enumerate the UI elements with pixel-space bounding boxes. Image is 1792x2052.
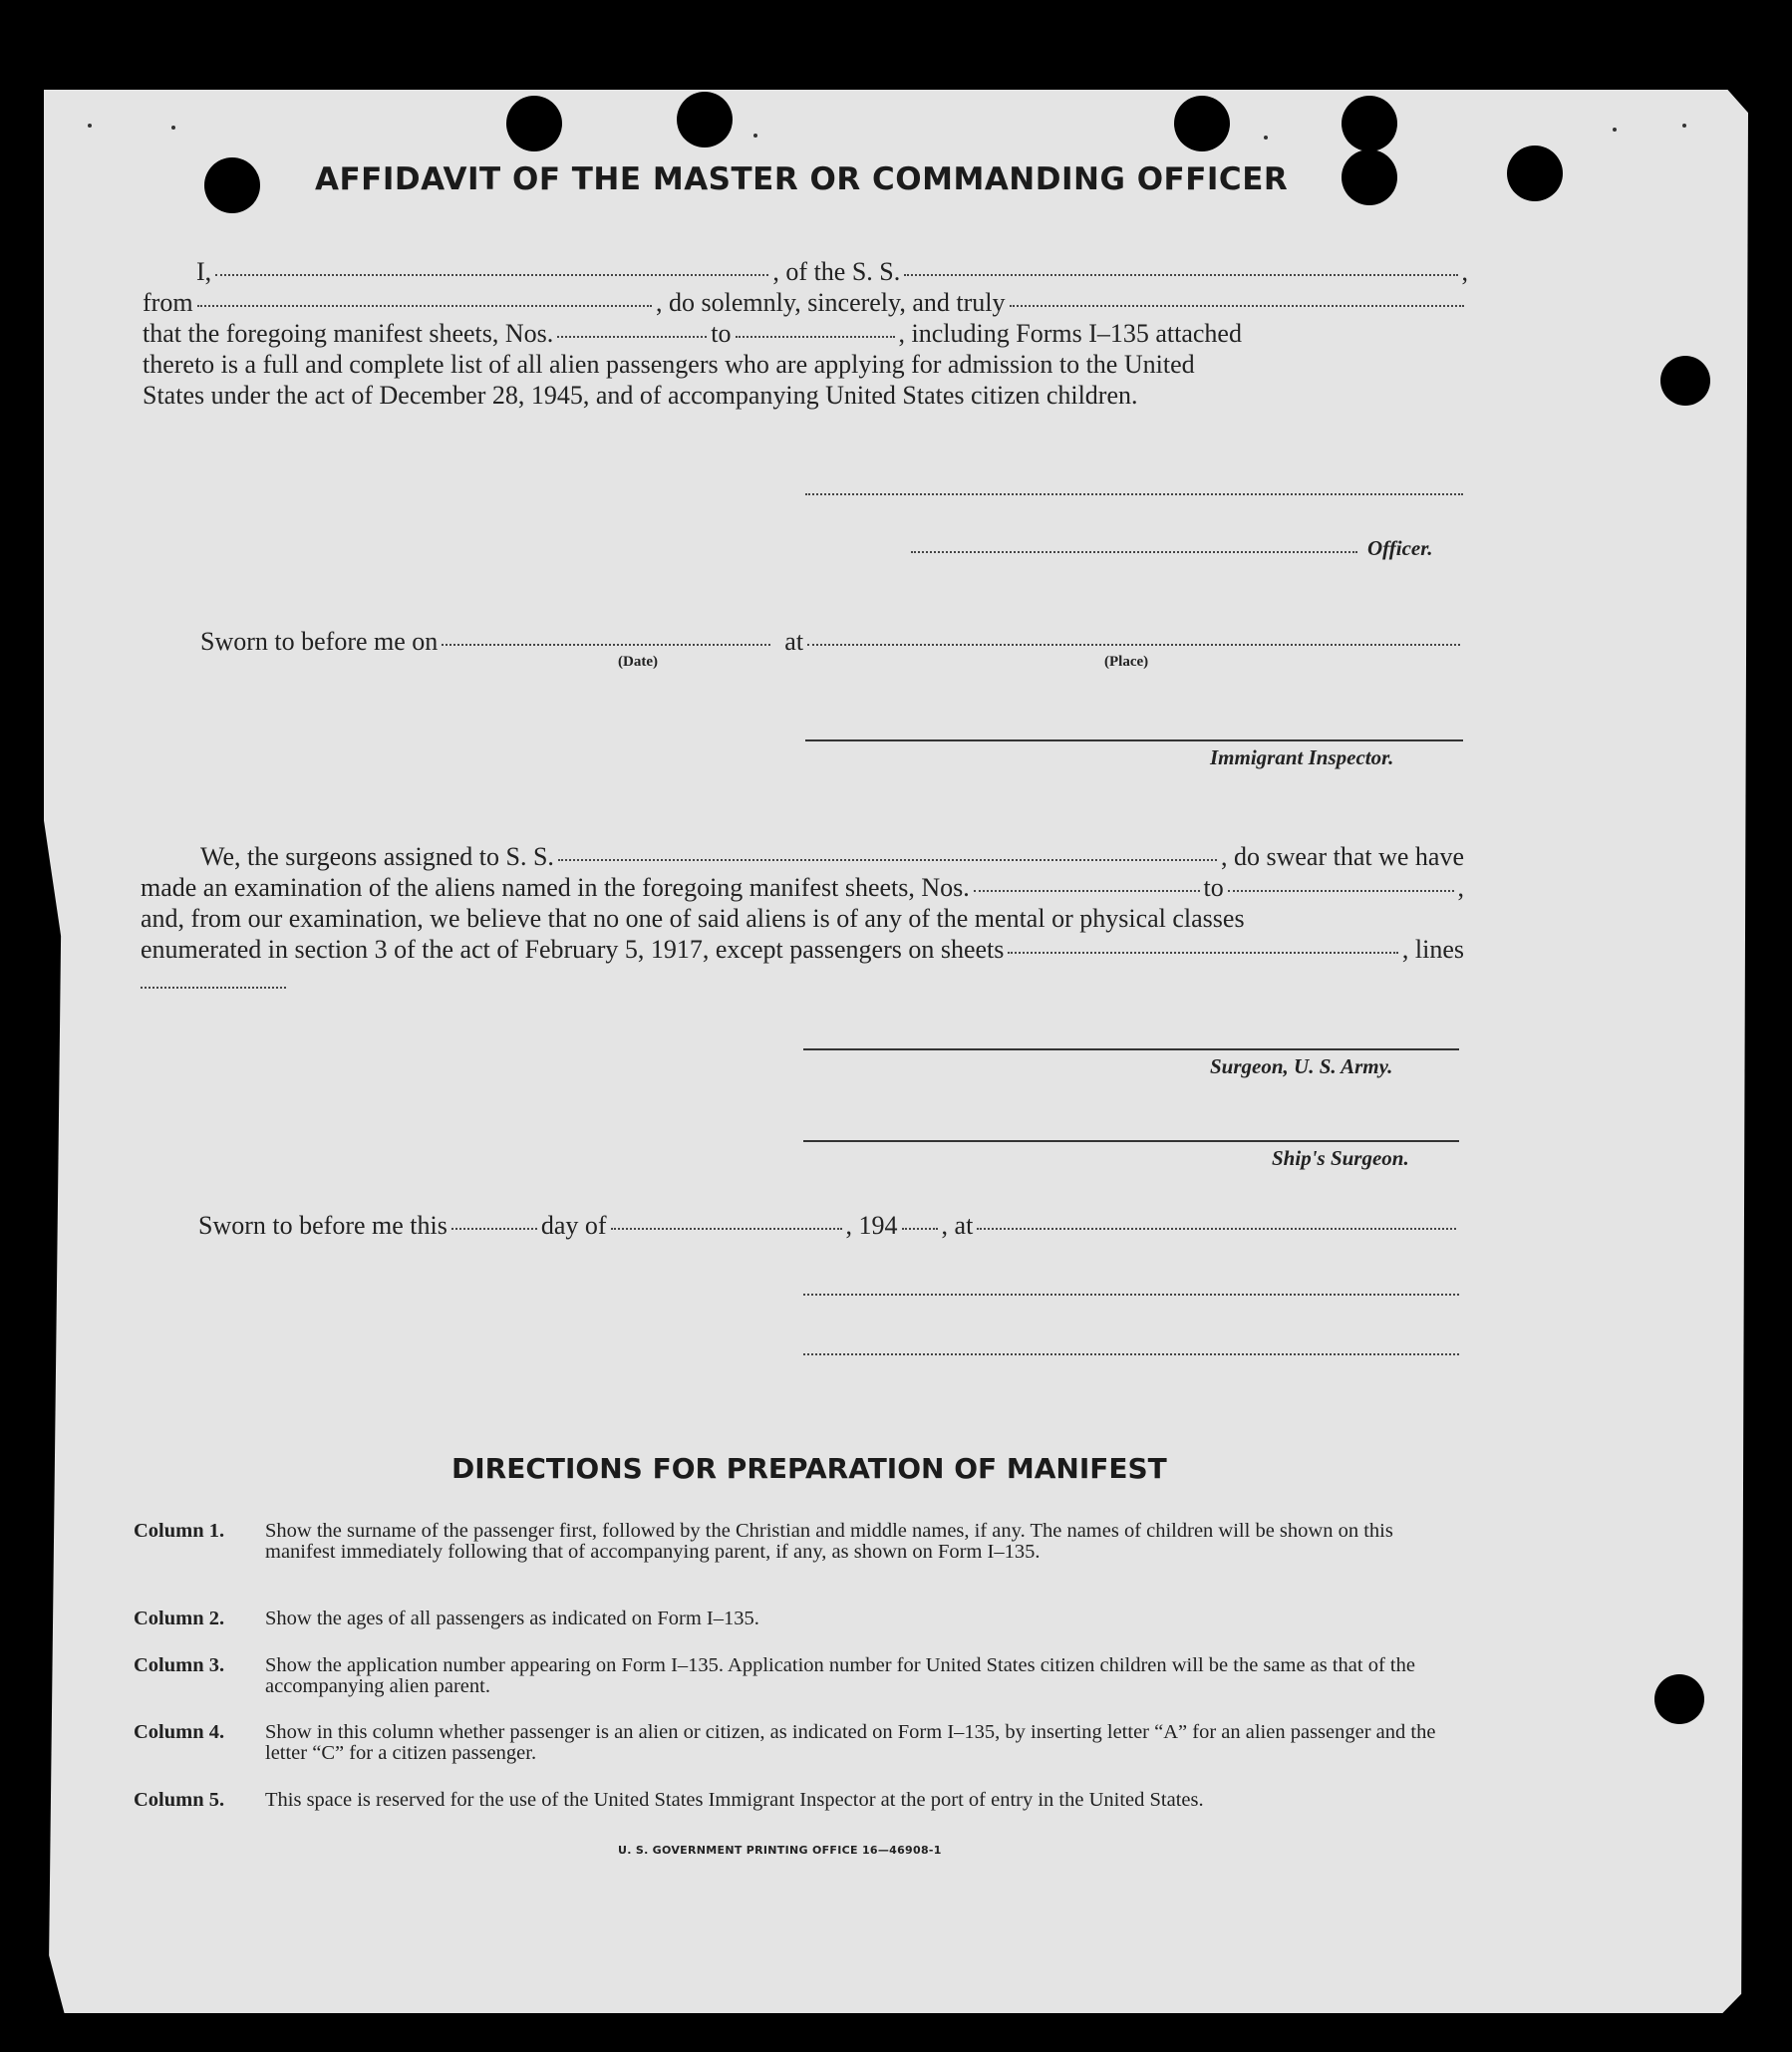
direction-text: Show the surname of the passenger first, followed by the Christian and middle names, if any. The names of children will be shown on this manifest immediately following that of accompanying parent, if any, as shown on Form I–135. bbox=[265, 1520, 1393, 1563]
ship-surgeon-signature-line[interactable] bbox=[803, 1140, 1459, 1142]
lines-field[interactable] bbox=[141, 987, 286, 989]
affidavit-text: that the foregoing manifest sheets, Nos. bbox=[143, 319, 554, 348]
affidavit-text: , bbox=[1461, 257, 1469, 286]
sworn-text: , at bbox=[941, 1211, 974, 1240]
directions-title: DIRECTIONS FOR PREPARATION OF MANIFEST bbox=[451, 1452, 1167, 1485]
signature-line[interactable] bbox=[805, 493, 1463, 495]
exam-sheet-from-field[interactable] bbox=[974, 890, 1200, 892]
direction-text: Show the application number appearing on Form I–135. Application number for United States citizen children will be the same as that of the accompanying alien parent. bbox=[265, 1654, 1415, 1697]
speck bbox=[753, 134, 757, 138]
sworn-place-field[interactable] bbox=[807, 644, 1460, 646]
affidavit-text: , of the S. S. bbox=[772, 257, 901, 286]
sworn-text: Sworn to before me on bbox=[200, 627, 439, 656]
surgeons-text: enumerated in section 3 of the act of February 5, 1917, except passengers on sheets bbox=[141, 935, 1005, 964]
direction-item bbox=[134, 1521, 1459, 1563]
blank-field[interactable] bbox=[1010, 305, 1465, 307]
surgeons-text: , bbox=[1457, 873, 1464, 902]
affidavit-title: AFFIDAVIT OF THE MASTER OR COMMANDING OFFICER bbox=[315, 161, 1289, 197]
surgeon-ship-field[interactable] bbox=[558, 859, 1217, 861]
sworn-text: day of bbox=[540, 1211, 607, 1240]
speck bbox=[171, 126, 175, 130]
affidavit-text: I, bbox=[196, 257, 212, 286]
inspector-label: Immigrant Inspector. bbox=[1210, 745, 1394, 769]
punch-hole bbox=[204, 157, 260, 213]
sworn-at-field[interactable] bbox=[977, 1228, 1456, 1230]
officer-label: Officer. bbox=[1367, 536, 1433, 560]
direction-column-label: Column 1. bbox=[134, 1520, 225, 1542]
affidavit-text: States under the act of December 28, 1945, and of accompanying United States citizen children. bbox=[143, 381, 1138, 410]
signature-line[interactable] bbox=[803, 1353, 1459, 1355]
punch-hole bbox=[1342, 149, 1397, 205]
direction-column-label: Column 4. bbox=[134, 1721, 225, 1743]
surgeons-text: and, from our examination, we believe that no one of said aliens is of any of the mental or physical classes bbox=[141, 904, 1245, 933]
surgeons-text: We, the surgeons assigned to S. S. bbox=[200, 842, 554, 871]
speck bbox=[1682, 124, 1686, 128]
direction-column-label: Column 5. bbox=[134, 1789, 225, 1811]
punch-hole bbox=[1174, 96, 1230, 151]
direction-text: Show the ages of all passengers as indicated on Form I–135. bbox=[265, 1608, 759, 1629]
sheet-from-field[interactable] bbox=[557, 336, 707, 338]
direction-item bbox=[134, 1609, 1459, 1629]
sworn-text: at bbox=[784, 627, 804, 656]
sworn-date-field[interactable] bbox=[442, 644, 770, 646]
affidavit-paragraph bbox=[143, 256, 1468, 411]
surgeons-text: , do swear that we have bbox=[1220, 842, 1464, 871]
direction-column-label: Column 3. bbox=[134, 1654, 225, 1676]
except-sheets-field[interactable] bbox=[1008, 952, 1397, 954]
sworn-text: , 194 bbox=[845, 1211, 898, 1240]
direction-text: This space is reserved for the use of the United States Immigrant Inspector at the port of entry in the United States. bbox=[265, 1789, 1204, 1811]
direction-text: Show in this column whether passenger is an alien or citizen, as indicated on Form I–135, by inserting letter “A” for an alien passenger and the letter “C” for a citizen passenger. bbox=[265, 1721, 1436, 1764]
direction-item bbox=[134, 1722, 1459, 1764]
master-name-field[interactable] bbox=[215, 274, 768, 276]
punch-hole bbox=[1342, 96, 1397, 151]
officer-signature-line[interactable] bbox=[911, 551, 1357, 553]
surgeons-paragraph bbox=[141, 841, 1464, 965]
direction-item bbox=[134, 1790, 1459, 1811]
affidavit-text: , including Forms I–135 attached bbox=[898, 319, 1242, 348]
place-caption: (Place) bbox=[1104, 654, 1149, 670]
speck bbox=[88, 124, 92, 128]
inspector-signature-line[interactable] bbox=[805, 739, 1463, 741]
signature-line[interactable] bbox=[803, 1294, 1459, 1296]
sworn-day-field[interactable] bbox=[451, 1228, 537, 1230]
affidavit-text: to bbox=[711, 319, 732, 348]
sworn-paragraph-2 bbox=[198, 1210, 1460, 1241]
surgeons-text: to bbox=[1203, 873, 1224, 902]
date-caption: (Date) bbox=[618, 654, 658, 670]
ship-surgeon-label: Ship's Surgeon. bbox=[1272, 1146, 1409, 1170]
punch-hole bbox=[506, 96, 562, 151]
direction-column-label: Column 2. bbox=[134, 1608, 225, 1629]
sworn-paragraph-1 bbox=[200, 626, 1464, 657]
from-port-field[interactable] bbox=[197, 305, 653, 307]
surgeons-text: , lines bbox=[1401, 935, 1464, 964]
affidavit-text: from bbox=[143, 288, 193, 317]
sworn-month-field[interactable] bbox=[611, 1228, 842, 1230]
affidavit-text: thereto is a full and complete list of all alien passengers who are applying for admission to the United bbox=[143, 350, 1195, 379]
speck bbox=[1264, 136, 1268, 140]
exam-sheet-to-field[interactable] bbox=[1228, 890, 1454, 892]
sworn-year-field[interactable] bbox=[902, 1228, 938, 1230]
direction-item bbox=[134, 1655, 1459, 1697]
printing-office-imprint: U. S. GOVERNMENT PRINTING OFFICE 16—46908-1 bbox=[618, 1844, 942, 1857]
army-surgeon-signature-line[interactable] bbox=[803, 1048, 1459, 1050]
speck bbox=[1613, 128, 1617, 132]
punch-hole bbox=[677, 92, 733, 147]
sheet-to-field[interactable] bbox=[736, 336, 895, 338]
punch-hole bbox=[1660, 356, 1710, 406]
sworn-text: Sworn to before me this bbox=[198, 1211, 448, 1240]
army-surgeon-label: Surgeon, U. S. Army. bbox=[1210, 1054, 1393, 1078]
punch-hole bbox=[1507, 146, 1563, 201]
affidavit-text: , do solemnly, sincerely, and truly bbox=[656, 288, 1006, 317]
punch-hole bbox=[1654, 1674, 1704, 1724]
surgeons-text: made an examination of the aliens named in the foregoing manifest sheets, Nos. bbox=[141, 873, 970, 902]
ship-name-field[interactable] bbox=[904, 274, 1457, 276]
